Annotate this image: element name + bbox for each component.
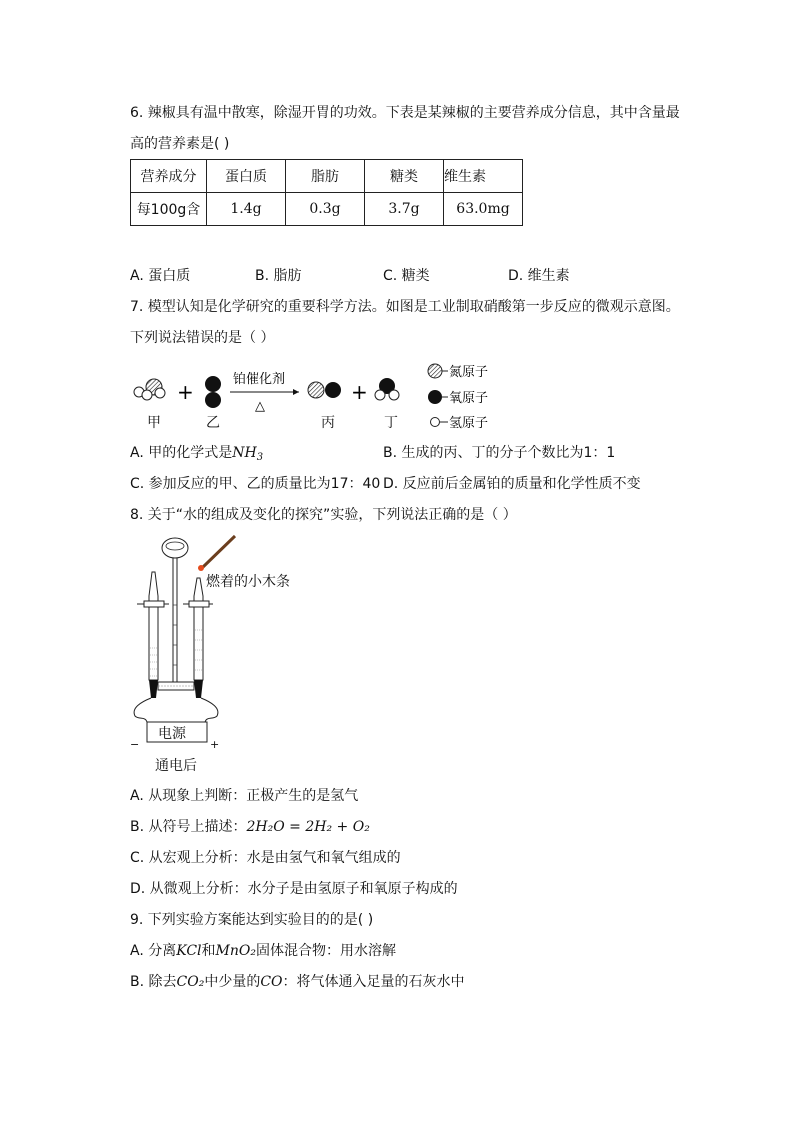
q9-option-b[interactable] bbox=[130, 972, 465, 992]
q7-option-d[interactable]: D. 反应前后金属铂的质量和化学性质不变 bbox=[383, 476, 641, 492]
formula: MnO₂ bbox=[215, 943, 256, 959]
formula: CO bbox=[260, 974, 283, 990]
option-text: 中少量的 bbox=[204, 974, 261, 990]
q6-option-d[interactable]: D. 维生素 bbox=[508, 268, 570, 284]
label-ding: 丁 bbox=[384, 415, 398, 431]
label-power: 电源 bbox=[158, 726, 186, 742]
option-text: B. 从符号上描述： bbox=[130, 819, 247, 835]
q8-option-d[interactable]: D. 从微观上分析：水分子是由氢原子和氧原子构成的 bbox=[130, 881, 458, 897]
label-bing: 丙 bbox=[321, 415, 335, 431]
legend-nitrogen: 氮原子 bbox=[449, 365, 489, 380]
equation: 2H₂O = 2H₂ + O₂ bbox=[246, 819, 370, 835]
legend-oxygen: 氧原子 bbox=[449, 391, 489, 406]
condition-heat: △ bbox=[255, 399, 265, 414]
q7-option-b[interactable]: B. 生成的丙、丁的分子个数比为1：1 bbox=[383, 445, 616, 461]
table-header-cell: 营养成分 bbox=[131, 160, 207, 193]
table-header-cell: 脂肪 bbox=[286, 160, 365, 193]
formula: NH bbox=[232, 445, 257, 461]
plus-sign: + bbox=[177, 380, 194, 404]
option-text: 和 bbox=[201, 943, 216, 959]
molecule-jia bbox=[134, 379, 165, 400]
formula: KCl bbox=[176, 943, 202, 959]
q8-option-b[interactable] bbox=[130, 817, 370, 837]
q6-stem-line2: 高的营养素是( ) bbox=[130, 136, 230, 152]
table-cell: 3.7g bbox=[365, 193, 444, 226]
q6-option-c[interactable]: C. 糖类 bbox=[383, 268, 430, 284]
plus-sign: + bbox=[351, 380, 368, 404]
q7-option-c[interactable]: C. 参加反应的甲、乙的质量比为17：40 bbox=[130, 476, 381, 492]
option-text: A. 分离 bbox=[130, 943, 177, 959]
q7-stem-line2: 下列说法错误的是（ ） bbox=[130, 330, 275, 346]
option-text: 固体混合物：用水溶解 bbox=[255, 943, 396, 959]
table-cell: 每100g含 bbox=[131, 193, 207, 226]
q8-option-c[interactable]: C. 从宏观上分析：水是由氢气和氧气组成的 bbox=[130, 850, 401, 866]
table-cell: 0.3g bbox=[286, 193, 365, 226]
q6-option-a[interactable]: A. 蛋白质 bbox=[130, 268, 191, 284]
q6-option-b[interactable]: B. 脂肪 bbox=[255, 268, 302, 284]
legend bbox=[428, 364, 488, 431]
q8-option-a[interactable]: A. 从现象上判断：正极产生的是氢气 bbox=[130, 788, 359, 804]
label-positive: + bbox=[210, 738, 220, 751]
nutrition-table bbox=[130, 159, 523, 226]
electrolysis-apparatus bbox=[125, 530, 315, 752]
formula: CO₂ bbox=[176, 974, 205, 990]
q7-stem-line1: 7. 模型认知是化学研究的重要科学方法。如图是工业制取硝酸第一步反应的微观示意图。 bbox=[130, 299, 680, 315]
table-header-cell: 维生素 bbox=[444, 160, 523, 193]
molecule-bing bbox=[308, 382, 341, 398]
option-text: ：将气体通入足量的石灰水中 bbox=[282, 974, 465, 990]
table-header-cell: 糖类 bbox=[365, 160, 444, 193]
molecule-ding bbox=[375, 378, 399, 400]
q7-option-a[interactable] bbox=[130, 443, 263, 468]
table-header-cell: 蛋白质 bbox=[207, 160, 286, 193]
q9-stem-line1: 9. 下列实验方案能达到实验目的的是( ) bbox=[130, 912, 374, 928]
table-row bbox=[131, 193, 523, 226]
label-negative: − bbox=[130, 738, 140, 751]
legend-hydrogen: 氢原子 bbox=[449, 416, 489, 431]
q6-stem-line1: 6. 辣椒具有温中散寒，除湿开胃的功效。下表是某辣椒的主要营养成分信息，其中含量最 bbox=[130, 105, 680, 121]
label-burning-stick: 燃着的小木条 bbox=[206, 574, 290, 590]
formula-subscript: 3 bbox=[256, 452, 264, 463]
figure-caption: 通电后 bbox=[155, 758, 197, 774]
option-text: A. 甲的化学式是 bbox=[130, 445, 233, 461]
table-cell: 63.0mg bbox=[444, 193, 523, 226]
q8-stem-line1: 8. 关于“水的组成及变化的探究”实验，下列说法正确的是（ ） bbox=[130, 507, 517, 523]
option-text: B. 除去 bbox=[130, 974, 177, 990]
q9-option-a[interactable] bbox=[130, 941, 396, 961]
molecule-yi bbox=[205, 376, 221, 408]
table-cell: 1.4g bbox=[207, 193, 286, 226]
condition-catalyst: 铂催化剂 bbox=[233, 372, 286, 387]
table-row bbox=[131, 160, 523, 193]
label-yi: 乙 bbox=[206, 415, 220, 431]
label-jia: 甲 bbox=[147, 415, 161, 431]
